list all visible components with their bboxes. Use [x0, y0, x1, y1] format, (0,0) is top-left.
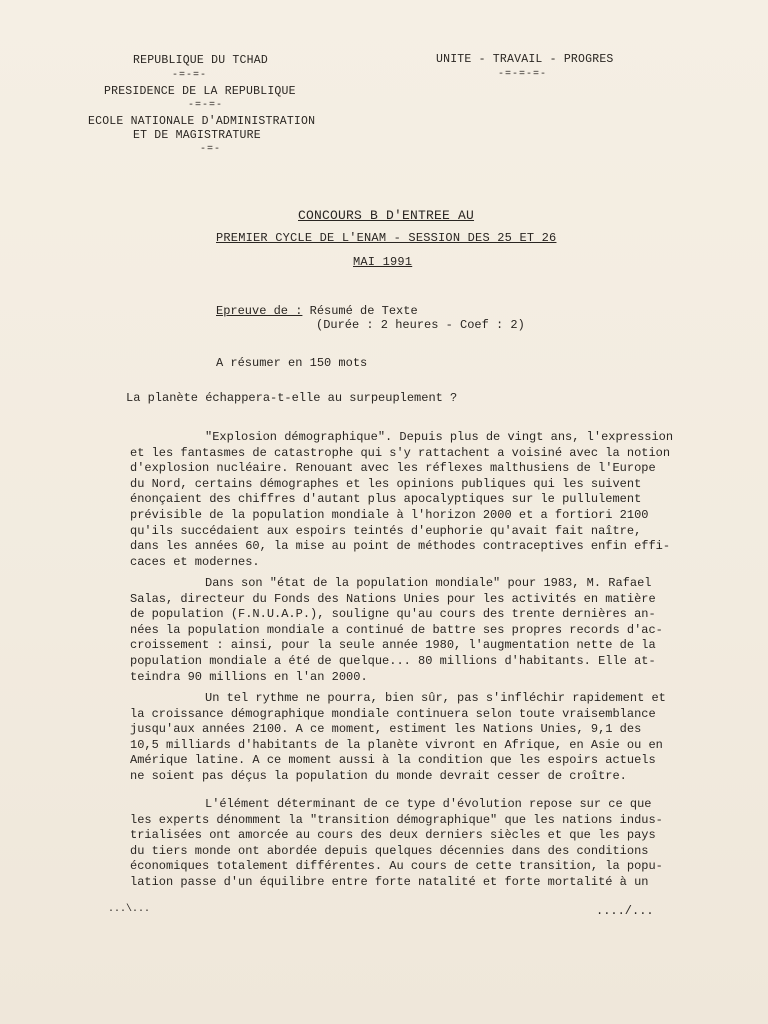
- header-separator: -=-=-: [172, 70, 208, 81]
- paragraph-line: nées la population mondiale a continué de battre ses propres records d'ac-: [130, 622, 663, 637]
- header-school: ECOLE NATIONALE D'ADMINISTRATION: [88, 115, 316, 128]
- paragraph-line: qu'ils succédaient aux espoirs teintés d'euphorie qu'avait fait naître,: [130, 523, 642, 538]
- paragraph-line: jusqu'aux années 2100. A ce moment, estiment les Nations Unies, 9,1 des: [130, 722, 642, 737]
- paragraph-4: [130, 797, 710, 891]
- header-presidency: PRESIDENCE DE LA REPUBLIQUE: [104, 85, 296, 98]
- paragraph-line: "Explosion démographique". Depuis plus de vingt ans, l'expression: [205, 430, 674, 444]
- paragraph-line: teindra 90 millions en l'an 2000.: [130, 669, 368, 684]
- footer-left-mark: ...\...: [108, 904, 151, 915]
- paragraph-line: 10,5 milliards d'habitants de la planète vivront en Afrique, en Asie ou en: [130, 737, 663, 752]
- paragraph-line: lation passe d'un équilibre entre forte natalité et forte mortalité à un: [130, 874, 649, 889]
- paragraph-line: Un tel rythme ne pourra, bien sûr, pas s'infléchir rapidement et: [205, 691, 666, 705]
- header-school-cont: ET DE MAGISTRATURE: [133, 129, 261, 142]
- exam-title-line2: PREMIER CYCLE DE L'ENAM - SESSION DES 25 ET 26: [216, 231, 557, 245]
- paragraph-3: [130, 691, 710, 785]
- paragraph-line: croissement : ainsi, pour la seule année 1980, l'augmentation nette de la: [130, 638, 656, 653]
- continuation-mark: ..../...: [596, 904, 654, 918]
- paragraph-line: prévisible de la population mondiale à l'horizon 2000 et a fortiori 2100: [130, 507, 649, 522]
- paragraph-line: trialisées ont amorcée au cours des deux derniers siècles et que les pays: [130, 828, 656, 843]
- paragraph-line: population mondiale a été de quelque... 80 millions d'habitants. Elle at-: [130, 653, 656, 668]
- paragraph-line: du Nord, certains démographes et les opinions publiques qui les suivent: [130, 476, 642, 491]
- paragraph-1: [130, 430, 710, 570]
- paragraph-line: et les fantasmes de catastrophe qui s'y rattachent a voisiné avec la notion: [130, 445, 671, 460]
- paragraph-line: Salas, directeur du Fonds des Nations Unies pour les activités en matière: [130, 591, 656, 606]
- paragraph-line: Dans son "état de la population mondiale" pour 1983, M. Rafael: [205, 576, 652, 590]
- exam-title-line1: CONCOURS B D'ENTREE AU: [298, 208, 475, 223]
- header-republic: REPUBLIQUE DU TCHAD: [133, 54, 268, 67]
- exam-subject: [216, 304, 418, 318]
- header-separator: -=-: [200, 144, 222, 155]
- paragraph-line: économiques totalement différentes. Au cours de cette transition, la popu-: [130, 859, 663, 874]
- paragraph-line: Amérique latine. A ce moment aussi à la condition que les espoirs actuels: [130, 753, 656, 768]
- paragraph-line: de population (F.N.U.A.P.), souligne qu'au cours des trente dernières an-: [130, 607, 656, 622]
- exam-title-line3: MAI 1991: [353, 255, 413, 269]
- paragraph-line: dans les années 60, la mise au point de méthodes contraceptives enfin effi-: [130, 539, 671, 554]
- exam-subject-value: Résumé de Texte: [309, 304, 418, 318]
- exam-subject-label: Epreuve de :: [216, 304, 303, 318]
- paragraph-line: les experts dénomment la "transition démographique" que les nations indus-: [130, 812, 663, 827]
- exam-duration: (Durée : 2 heures - Coef : 2): [316, 318, 525, 332]
- instruction: A résumer en 150 mots: [216, 356, 368, 370]
- text-title: La planète échappera-t-elle au surpeuplement ?: [126, 391, 458, 405]
- header-separator: -=-=-=-: [498, 69, 548, 80]
- paragraph-line: la croissance démographique mondiale continuera selon toute vraisemblance: [130, 706, 656, 721]
- paragraph-line: d'explosion nucléaire. Renouant avec les réflexes malthusiens de l'Europe: [130, 461, 656, 476]
- header-motto: UNITE - TRAVAIL - PROGRES: [436, 53, 614, 66]
- header-separator: -=-=-: [188, 100, 224, 111]
- paragraph-2: [130, 576, 710, 685]
- paragraph-line: du tiers monde ont abordée depuis quelques décennies dans des conditions: [130, 843, 649, 858]
- paragraph-line: énonçaient des chiffres d'autant plus apocalyptiques sur le pullulement: [130, 492, 642, 507]
- paragraph-line: caces et modernes.: [130, 554, 260, 569]
- paragraph-line: ne soient pas déçus la population du monde devrait cesser de croître.: [130, 768, 627, 783]
- paragraph-line: L'élément déterminant de ce type d'évolution repose sur ce que: [205, 797, 652, 811]
